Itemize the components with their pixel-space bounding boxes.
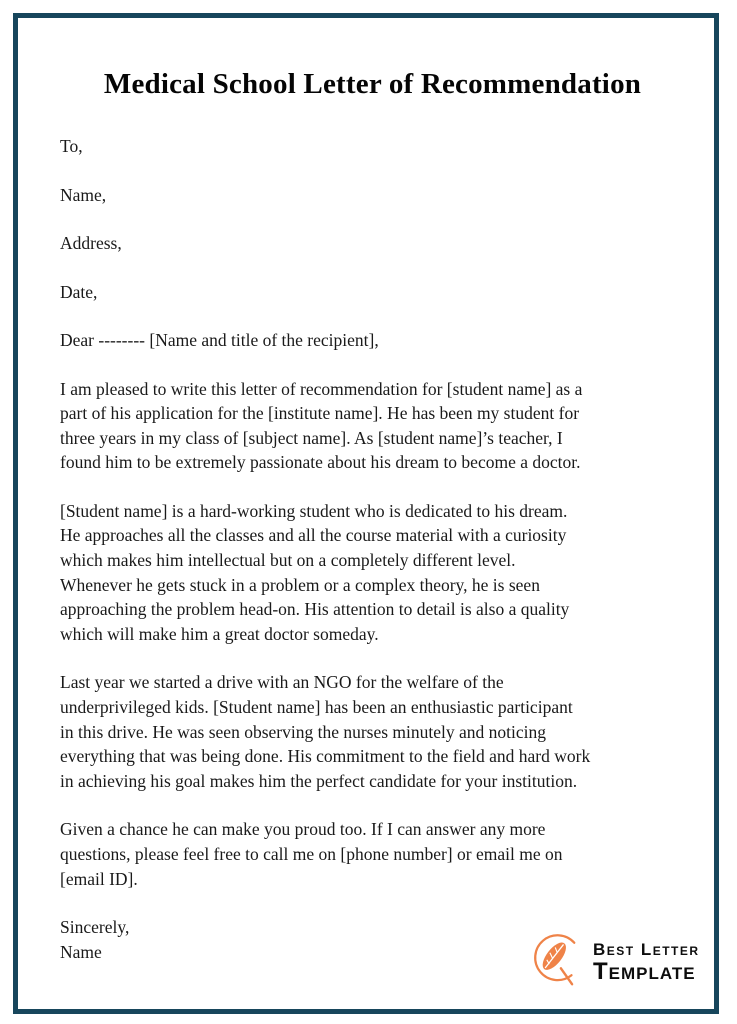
closing: Sincerely,: [60, 917, 130, 938]
recipient-line-to: To,: [60, 136, 83, 156]
recipient-line-name: Name,: [60, 184, 107, 205]
text-line: Whenever he gets stuck in a problem or a complex theory, he is seen: [60, 574, 540, 595]
text-line: He approaches all the classes and all the course material with a curiosity: [60, 525, 567, 546]
paragraph-1: [60, 377, 685, 475]
text-line: underprivileged kids. [Student name] has been an enthusiastic participant: [60, 697, 573, 718]
text-line: which makes him intellectual but on a completely different level.: [60, 550, 516, 571]
paragraph-3: [60, 670, 685, 793]
text-line: three years in my class of [subject name]. As [student name]’s teacher, I: [60, 427, 563, 448]
page-title: Medical School Letter of Recommendation: [103, 68, 642, 100]
best-letter-template-logo: [531, 928, 700, 995]
paragraph-2: [60, 499, 685, 647]
text-line: Last year we started a drive with an NGO for the welfare of the: [60, 672, 504, 693]
letter-content: [60, 68, 685, 964]
text-line: [Student name] is a hard-working student who is dedicated to his dream.: [60, 500, 568, 521]
paragraph-4: [60, 817, 685, 891]
text-line: I am pleased to write this letter of recommendation for [student name] as a: [60, 378, 583, 399]
recipient-line-address: Address,: [60, 233, 122, 253]
text-line: [email ID].: [60, 868, 138, 889]
text-line: Given a chance he can make you proud too. If I can answer any more: [60, 819, 546, 840]
text-line: part of his application for the [institute name]. He has been my student for: [60, 403, 580, 424]
salutation: Dear -------- [Name and title of the recipient],: [60, 330, 379, 350]
text-line: approaching the problem head-on. His attention to detail is also a quality: [60, 599, 570, 620]
logo-text: [593, 940, 700, 984]
text-line: in achieving his goal makes him the perfect candidate for your institution.: [60, 770, 578, 791]
text-line: everything that was being done. His commitment to the field and hard work: [60, 746, 591, 767]
text-line: found him to be extremely passionate about his dream to become a doctor.: [60, 452, 581, 473]
text-line: questions, please feel free to call me on [phone number] or email me on: [60, 844, 563, 864]
logo-line-2: Template: [593, 957, 696, 985]
logo-line-1: Best Letter: [593, 939, 700, 959]
recipient-line-date: Date,: [60, 281, 98, 302]
text-line: in this drive. He was seen observing the nurses minutely and noticing: [60, 721, 547, 742]
text-line: which will make him a great doctor someday.: [60, 623, 379, 644]
feather-quill-icon: [531, 928, 587, 995]
signature: Name: [60, 941, 102, 962]
